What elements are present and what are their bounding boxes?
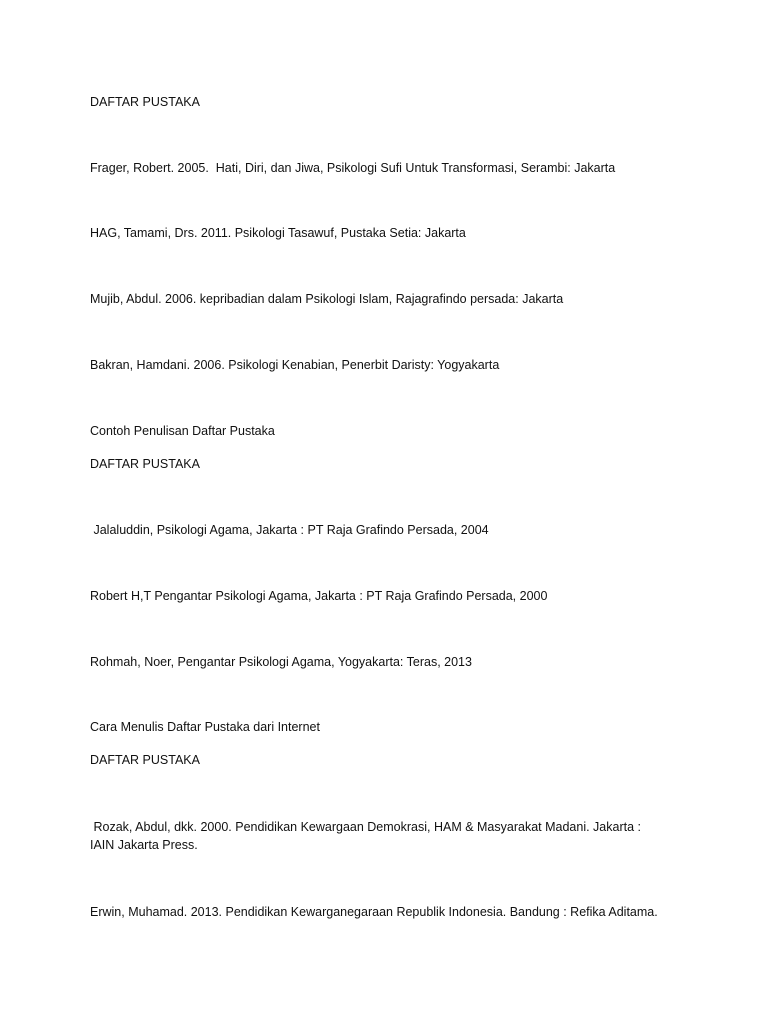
reference-entry-jalaluddin: Jalaluddin, Psikologi Agama, Jakarta : PT Raja Grafindo Persada, 2004 [90,523,489,537]
reference-entry-rohmah: Rohmah, Noer, Pengantar Psikologi Agama, Yogyakarta: Teras, 2013 [90,655,472,669]
reference-entry-mujib: Mujib, Abdul. 2006. kepribadian dalam Psikologi Islam, Rajagrafindo persada: Jakarta [90,292,564,306]
reference-entry-bakran: Bakran, Hamdani. 2006. Psikologi Kenabian, Penerbit Daristy: Yogyakarta [90,358,500,372]
section-title-internet: Cara Menulis Daftar Pustaka dari Internet [90,720,320,734]
heading-daftar-pustaka-1: DAFTAR PUSTAKA [90,95,200,109]
reference-entry-erwin: Erwin, Muhamad. 2013. Pendidikan Kewarganegaraan Republik Indonesia. Bandung : Refika Aditama. [90,905,658,919]
heading-daftar-pustaka-3: DAFTAR PUSTAKA [90,753,200,767]
section-title-contoh: Contoh Penulisan Daftar Pustaka [90,424,275,438]
reference-entry-frager: Frager, Robert. 2005. Hati, Diri, dan Jiwa, Psikologi Sufi Untuk Transformasi, Serambi: Jakarta [90,161,616,175]
reference-entry-rozak: Rozak, Abdul, dkk. 2000. Pendidikan Kewargaan Demokrasi, HAM & Masyarakat Madani. Jakarta : IAIN Jakarta Press. [90,820,645,852]
heading-daftar-pustaka-2: DAFTAR PUSTAKA [90,457,200,471]
reference-entry-hag: HAG, Tamami, Drs. 2011. Psikologi Tasawuf, Pustaka Setia: Jakarta [90,226,466,240]
reference-entry-robert: Robert H,T Pengantar Psikologi Agama, Jakarta : PT Raja Grafindo Persada, 2000 [90,589,548,603]
